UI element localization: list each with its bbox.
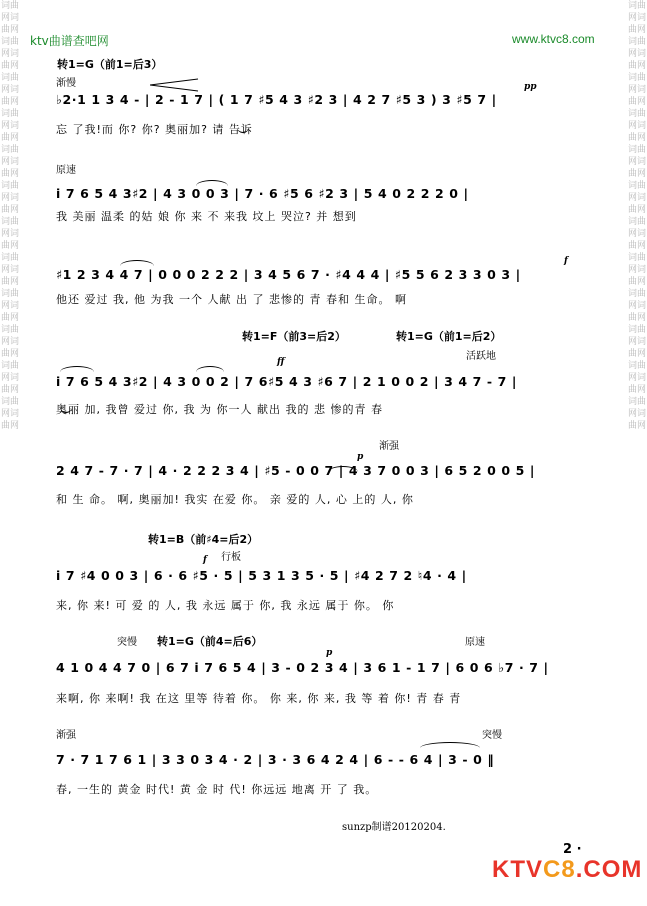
lyrics-line: 忘 了我!而 你? 你? 奥丽加? 请 告诉 — [56, 123, 253, 136]
site-url[interactable]: www.ktvc8.com — [512, 32, 595, 46]
lyrics-line: 他还 爱过 我, 他 为我 一个 人献 出 了 悲惨的 青 春和 生命。 啊 — [56, 293, 407, 306]
dynamic-mark: ff — [277, 357, 285, 367]
watermark-left: 词曲网词曲网词曲网词曲网词曲网词曲网词曲网词曲网词曲网词曲网词曲网词曲网词曲网词曲网词曲网词曲网词曲网词曲网词曲网词曲网词曲网词曲网词曲网词曲网 — [1, 1, 20, 431]
tempo-mark: 渐强 — [379, 441, 399, 452]
lyrics-line: 来啊, 你 来啊! 我 在这 里等 待着 你。 你 来, 你 来, 我 等 着 你! 青 春 青 — [56, 692, 462, 705]
lyrics-line: 我 美丽 温柔 的姑 娘 你 来 不 来我 坟上 哭泣? 并 想到 — [56, 210, 357, 223]
page-number: 2 · — [563, 842, 582, 857]
notation-line: i 7 ♯4 0 0 3 | 6 · 6 ♯5 · 5 | 5 3 1 3 5 · 5 | ♯4 2 7 2 ♮4 · 4 | — [56, 568, 467, 583]
dynamic-mark: f — [203, 555, 207, 565]
notation-line: i 7 6 5 4 3♯2 | 4 3 0 0 2 | 7 6♯5 4 3 ♯6 7 | 2 1 0 0 2 | 3 4 7 - 7 | — [56, 374, 517, 389]
key-change: 转1=G（前4=后6） — [157, 635, 263, 648]
slur — [60, 366, 94, 372]
dynamic-mark: p — [326, 648, 333, 658]
lyrics-line: 来, 你 来! 可 爱 的 人, 我 永远 属于 你, 我 永远 属于 你。 你 — [56, 599, 395, 612]
key-change: 转1=F（前3=后2） — [242, 330, 346, 343]
lyrics-line: 春, 一生的 黄金 时代! 黄 金 时 代! 你远远 地离 开 了 我。 — [56, 783, 378, 796]
slur — [328, 466, 358, 472]
dynamic-mark: pp — [524, 82, 537, 92]
watermark-right: 词曲网词曲网词曲网词曲网词曲网词曲网词曲网词曲网词曲网词曲网词曲网词曲网词曲网词曲网词曲网词曲网词曲网词曲网词曲网词曲网词曲网词曲网词曲网词曲网 — [628, 1, 647, 431]
site-name[interactable]: ktv曲谱查吧网 — [30, 34, 109, 48]
notation-line: i 7 6 5 4 3♯2 | 4 3 0 0 3 | 7 · 6 ♯5 6 ♯2 3 | 5 4 0 2 2 2 0 | — [56, 186, 469, 201]
tempo-mark: 突慢 — [482, 730, 502, 741]
tempo-mark: 突慢 — [117, 637, 137, 648]
logo-com: .COM — [575, 856, 643, 883]
slur — [196, 180, 228, 186]
site-logo[interactable] — [492, 856, 642, 884]
decrescendo-hairpin — [150, 78, 200, 92]
tempo-mark: 行板 — [221, 552, 241, 563]
notation-line: ♯1 2 3 4 4 7 | 0 0 0 2 2 2 | 3 4 5 6 7 · ♯4 4 4 | ♯5 5 6 2 3 3 0 3 | — [56, 267, 521, 282]
tempo-mark: 渐强 — [56, 730, 76, 741]
tempo-mark: 原速 — [465, 637, 485, 648]
notation-line: 7 · 7 1 7 6 1 | 3 3 0 3 4 · 2 | 3 · 3 6 4 2 4 | 6 - - 6 4 | 3 - 0 ‖ — [56, 752, 495, 767]
lyrics-line: 奥丽 加, 我曾 爱过 你, 我 为 你一人 献出 我的 悲 惨的青 春 — [56, 403, 383, 416]
tempo-mark: 原速 — [56, 165, 76, 176]
tempo-mark: 渐慢 — [56, 78, 76, 89]
key-change: 转1=B（前♯4=后2） — [148, 533, 259, 546]
dynamic-mark: f — [564, 256, 568, 266]
notation-line: 2 4 7 - 7 · 7 | 4 · 2 2 2 3 4 | ♯5 - 0 0 7 | 4 3 7 0 0 3 | 6 5 2 0 0 5 | — [56, 463, 536, 478]
logo-ktv: KTV — [492, 856, 543, 883]
credit: sunzp制谱20120204. — [342, 822, 446, 833]
dynamic-mark: p — [357, 452, 364, 462]
slur — [196, 366, 224, 372]
tempo-mark: 活跃地 — [466, 351, 496, 362]
slur — [420, 742, 480, 748]
logo-c8: C8 — [543, 856, 576, 883]
slur — [120, 260, 154, 266]
notation-line: ♭2·1 1 3 4 - | 2 - 1 7 | ( 1 7 ♯5 4 3 ♯2 3 | 4 2 7 ♯5 3 ) 3 ♯5 7 | — [56, 92, 497, 107]
lyrics-line: 和 生 命。 啊, 奥丽加! 我实 在爱 你。 亲 爱的 人, 心 上的 人, 你 — [56, 493, 414, 506]
key-change: 转1=G（前1=后2） — [396, 330, 502, 343]
notation-line: 4 1 0 4 4 7 0 | 6 7 i 7 6 5 4 | 3 - 0 2 3 4 | 3 6 1 - 1 7 | 6 0 6 ♭7 · 7 | — [56, 660, 549, 675]
key-change: 转1=G（前1=后3） — [57, 58, 163, 71]
